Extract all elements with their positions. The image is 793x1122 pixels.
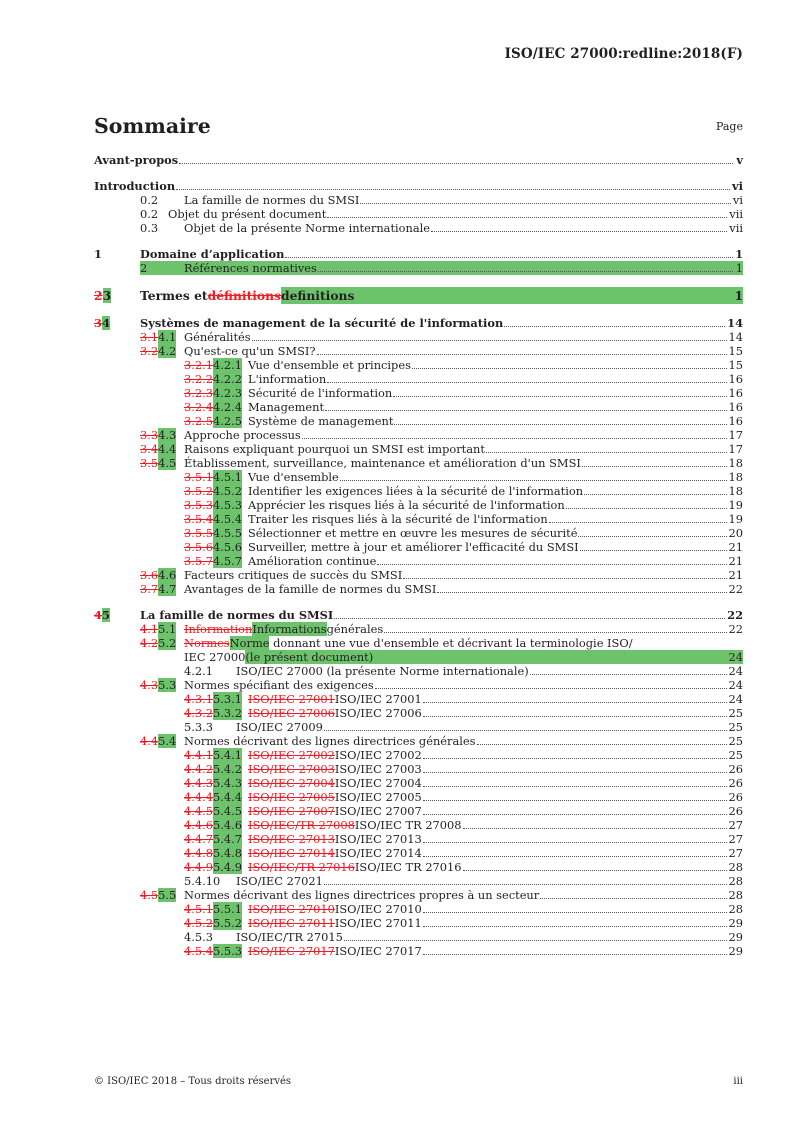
toc-entry-number: 0.3 <box>140 221 159 235</box>
toc-entry-number: 3.5.44.5.4 <box>184 512 242 526</box>
toc-entry-title: Facteurs critiques de succès du SMSI <box>184 568 403 582</box>
toc-page-number: 1 <box>734 288 743 303</box>
toc-page-number: 29 <box>728 930 743 944</box>
toc-row-5-4-8[interactable] <box>94 846 743 860</box>
toc-entry-number: 4.4.75.4.7 <box>184 832 242 846</box>
toc-entry-number: 0.2 <box>140 193 159 207</box>
toc-entry-number: 4.25.2 <box>140 636 177 650</box>
dot-leader <box>375 688 727 689</box>
toc-entry-number: 3.2.24.2.2 <box>184 372 242 386</box>
inserted-leader <box>373 650 728 664</box>
dot-leader <box>566 508 727 509</box>
toc-page-number: 29 <box>728 916 743 930</box>
toc-row-5-4-2[interactable] <box>94 762 743 776</box>
table-of-contents <box>94 153 743 958</box>
toc-row-4-2-4[interactable] <box>94 400 743 414</box>
dot-leader <box>504 326 725 327</box>
dot-leader <box>578 536 726 537</box>
toc-entry-title: L'information <box>248 372 327 386</box>
dot-leader <box>179 163 733 164</box>
toc-entry-number: 4.3.25.3.2 <box>184 706 242 720</box>
dot-leader <box>423 786 727 787</box>
toc-entry-title: donnant une vue d'ensemble et décrivant la terminologie ISO/ <box>269 636 633 650</box>
toc-row-4-2-3[interactable] <box>94 386 743 400</box>
deleted-text: ISO/IEC 27002 <box>248 748 335 762</box>
deleted-text: ISO/IEC 27014 <box>248 846 335 860</box>
toc-entry-title: Identifier les exigences liées à la sécurité de l'information <box>248 484 584 498</box>
toc-entry-number: 3.2.54.2.5 <box>184 414 242 428</box>
toc-entry-number: 3.5.74.5.7 <box>184 554 242 568</box>
toc-page-number: 28 <box>728 874 743 888</box>
toc-entry-number: 3.5.34.5.3 <box>184 498 242 512</box>
toc-page-number: 21 <box>728 540 743 554</box>
toc-entry-title: ISO/IEC 27004 <box>334 776 422 790</box>
toc-entry-title: Sécurité de l'information <box>248 386 393 400</box>
dot-leader <box>540 898 726 899</box>
toc-page-number: 26 <box>728 762 743 776</box>
dot-leader <box>463 870 727 871</box>
toc-page-number: v <box>736 153 743 167</box>
dot-leader <box>318 271 733 272</box>
toc-page-number: vi <box>732 179 743 193</box>
dot-leader <box>340 480 727 481</box>
dot-leader <box>423 716 727 717</box>
toc-entry-title: Amélioration continue <box>248 554 377 568</box>
document-standard-id: ISO/IEC 27000:redline:2018(F) <box>504 46 743 62</box>
toc-entry-number: 4.5.25.5.2 <box>184 916 242 930</box>
toc-entry-title: Sélectionner et mettre en œuvre les mesures de sécurité <box>248 526 578 540</box>
toc-entry-title: ISO/IEC 27003 <box>334 762 422 776</box>
toc-entry-title: ISO/IEC 27010 <box>334 902 422 916</box>
toc-row-5-1[interactable] <box>94 622 743 636</box>
toc-row-5-4[interactable] <box>94 734 743 748</box>
deleted-text: ISO/IEC 27011 <box>248 916 335 930</box>
toc-row-5-5-3[interactable] <box>94 944 743 958</box>
toc-row-4-1[interactable] <box>94 330 743 344</box>
dot-leader <box>412 368 727 369</box>
toc-page-number: 19 <box>728 512 743 526</box>
toc-entry-title: ISO/IEC TR 27016 <box>354 860 462 874</box>
toc-page-number: 22 <box>728 622 743 636</box>
toc-entry-number: 4.15.1 <box>140 622 177 636</box>
deleted-text: ISO/IEC/TR 27008 <box>248 818 355 832</box>
toc-entry-number: 4.55.5 <box>140 888 177 902</box>
toc-page-number: 18 <box>728 470 743 484</box>
toc-entry-number: 4.5.15.5.1 <box>184 902 242 916</box>
toc-entry-title: ISO/IEC 27000 (la présente Norme internationale) <box>236 664 529 678</box>
toc-entry-title: Raisons expliquant pourquoi un SMSI est important <box>184 442 485 456</box>
toc-entry-title: ISO/IEC 27017 <box>334 944 422 958</box>
toc-entry-number: 3.5.14.5.1 <box>184 470 242 484</box>
toc-row-4-6[interactable] <box>94 568 743 582</box>
toc-row-3-termes[interactable] <box>94 287 743 304</box>
toc-row-4-2-1-iso[interactable] <box>94 664 743 678</box>
toc-entry-number: 4.3.15.3.1 <box>184 692 242 706</box>
toc-entry-number: 3.64.6 <box>140 568 177 582</box>
toc-entry-title: La famille de normes du SMSI <box>184 193 360 207</box>
toc-page-number: 18 <box>728 484 743 498</box>
toc-entry-title-block <box>184 636 743 664</box>
inserted-text: Informations <box>252 622 327 636</box>
page-title: Sommaire <box>94 114 211 138</box>
toc-entry-number: 23 <box>94 288 112 303</box>
toc-page-number: 20 <box>728 526 743 540</box>
toc-row-5-3[interactable] <box>94 678 743 692</box>
inserted-text: (le présent document) <box>245 650 374 664</box>
dot-leader <box>302 438 727 439</box>
toc-entry-number: 3.2.34.2.3 <box>184 386 242 400</box>
toc-row-5-4-4[interactable] <box>94 790 743 804</box>
toc-row-5-3-3[interactable] <box>94 720 743 734</box>
toc-row-5-5-1[interactable] <box>94 902 743 916</box>
toc-row-5-3-1[interactable] <box>94 692 743 706</box>
toc-entry-number: 4.2.1 <box>184 664 213 678</box>
toc-entry-number: 3.54.5 <box>140 456 177 470</box>
toc-row-4-2[interactable] <box>94 344 743 358</box>
toc-page-number: 28 <box>728 860 743 874</box>
toc-entry-title: Domaine d’application <box>140 247 285 261</box>
toc-page-number: 16 <box>728 372 743 386</box>
dot-leader <box>580 550 727 551</box>
toc-entry-number: 3.44.4 <box>140 442 177 456</box>
toc-entry-title: ISO/IEC 27021 <box>236 874 323 888</box>
toc-entry-title: La famille de normes du SMSI <box>140 608 334 622</box>
dot-leader <box>423 912 727 913</box>
toc-entry-title: Vue d'ensemble <box>248 470 339 484</box>
toc-row-5-2[interactable] <box>94 636 743 664</box>
page-column-label: Page <box>715 120 743 133</box>
dot-leader <box>324 730 727 731</box>
toc-row-4-5-3[interactable] <box>94 498 743 512</box>
toc-row-4-7[interactable] <box>94 582 743 596</box>
toc-row-4-2-5[interactable] <box>94 414 743 428</box>
toc-entry-number: 4.35.3 <box>140 678 177 692</box>
dot-leader <box>403 578 726 579</box>
dot-leader <box>423 702 727 703</box>
dot-leader <box>431 231 727 232</box>
toc-row-5-3-2[interactable] <box>94 706 743 720</box>
toc-entry-number: 5.4.10 <box>184 874 221 888</box>
toc-page-number: 17 <box>728 442 743 456</box>
toc-entry-title: ISO/IEC 27009 <box>236 720 323 734</box>
toc-entry-title: Avant-propos <box>94 153 179 167</box>
toc-row-5-famille[interactable] <box>94 608 743 622</box>
dot-leader <box>393 396 726 397</box>
toc-entry-title: Normes décrivant des lignes directrices propres à un secteur <box>184 888 540 902</box>
toc-entry-title: Système de management <box>248 414 394 428</box>
dot-leader <box>530 674 727 675</box>
toc-entry-number: 3.5.64.5.6 <box>184 540 242 554</box>
toc-row-5-5-2[interactable] <box>94 916 743 930</box>
toc-entry-number: 1 <box>94 247 102 261</box>
toc-entry-number: 3.5.24.5.2 <box>184 484 242 498</box>
toc-page-number: 15 <box>728 358 743 372</box>
toc-row-4-2-1[interactable] <box>94 358 743 372</box>
toc-entry-title: Approche processus <box>184 428 301 442</box>
toc-row-4-2-2[interactable] <box>94 372 743 386</box>
inserted-text: definitions <box>281 288 355 303</box>
toc-entry-title: Généralités <box>184 330 251 344</box>
toc-entry-title: ISO/IEC 27007 <box>334 804 422 818</box>
toc-page-number: 1 <box>735 247 743 261</box>
toc-entry-title: Systèmes de management de la sécurité de l'information <box>140 316 504 330</box>
toc-entry-title: Objet du présent document <box>168 207 327 221</box>
dot-leader <box>327 217 727 218</box>
dot-leader <box>344 940 727 941</box>
toc-entry-title-line2: IEC 27000 <box>184 650 246 664</box>
toc-page-number: 21 <box>728 554 743 568</box>
toc-row-4-3[interactable] <box>94 428 743 442</box>
dot-leader <box>549 522 727 523</box>
toc-entry-title: ISO/IEC 27013 <box>334 832 422 846</box>
toc-page-number: 17 <box>728 428 743 442</box>
toc-page-number: 28 <box>728 888 743 902</box>
toc-page-number: 25 <box>728 748 743 762</box>
toc-entry-number: 2 <box>140 261 148 275</box>
dot-leader <box>423 954 727 955</box>
dot-leader <box>423 758 727 759</box>
toc-page-number: 29 <box>728 944 743 958</box>
toc-entry-number: 3.34.3 <box>140 428 177 442</box>
toc-row-0-2-famille[interactable] <box>94 193 743 207</box>
toc-page-number: 16 <box>728 414 743 428</box>
toc-row-5-5[interactable] <box>94 888 743 902</box>
dot-leader <box>423 856 727 857</box>
deleted-text: ISO/IEC/TR 27016 <box>248 860 355 874</box>
toc-page-number: 22 <box>728 582 743 596</box>
toc-page-number: 24 <box>728 650 743 664</box>
toc-row-1-domaine[interactable] <box>94 247 743 261</box>
toc-entry-number: 4.4.15.4.1 <box>184 748 242 762</box>
toc-page-number: 25 <box>728 734 743 748</box>
toc-page-number: 24 <box>728 678 743 692</box>
dot-leader <box>285 257 733 258</box>
dot-leader <box>463 828 727 829</box>
dot-leader <box>423 926 727 927</box>
toc-page-number: 25 <box>728 706 743 720</box>
toc-entry-number: 4.4.85.4.8 <box>184 846 242 860</box>
deleted-text: ISO/IEC 27017 <box>248 944 335 958</box>
toc-entry-number: 3.2.14.2.1 <box>184 358 242 372</box>
dot-leader <box>423 772 727 773</box>
toc-entry-title: Vue d'ensemble et principes <box>248 358 411 372</box>
toc-entry-title: ISO/IEC 27014 <box>334 846 422 860</box>
dot-leader <box>334 618 725 619</box>
dot-leader <box>384 632 726 633</box>
toc-page-number: 19 <box>728 498 743 512</box>
toc-row-4-5-3-tr[interactable] <box>94 930 743 944</box>
toc-entry-number: 4.4.25.4.2 <box>184 762 242 776</box>
toc-page-number: 25 <box>728 720 743 734</box>
deleted-text: ISO/IEC 27010 <box>248 902 335 916</box>
toc-page-number: 27 <box>728 846 743 860</box>
toc-entry-number: 4.5.45.5.3 <box>184 944 242 958</box>
dot-leader <box>486 452 727 453</box>
toc-page-number: 14 <box>728 330 743 344</box>
toc-row-5-4-3[interactable] <box>94 776 743 790</box>
toc-entry-number: 3.24.2 <box>140 344 177 358</box>
toc-entry-number: 4.4.95.4.9 <box>184 860 242 874</box>
toc-row-5-4-1[interactable] <box>94 748 743 762</box>
toc-page-number: 1 <box>735 261 743 275</box>
toc-entry-title: ISO/IEC 27011 <box>334 916 422 930</box>
dot-leader <box>582 466 727 467</box>
toc-entry-title: Références normatives <box>184 261 317 275</box>
deleted-text: définitions <box>207 288 281 303</box>
toc-row-0-2-objet[interactable] <box>94 207 743 221</box>
toc-row-introduction[interactable] <box>94 179 743 193</box>
toc-entry-title: Normes spécifiant des exigences <box>184 678 374 692</box>
toc-page-number: 15 <box>728 344 743 358</box>
toc-entry-title: Avantages de la famille de normes du SMSI <box>184 582 437 596</box>
toc-page-number: 21 <box>728 568 743 582</box>
toc-entry-title: ISO/IEC 27001 <box>334 692 422 706</box>
toc-page-number: 14 <box>727 316 743 330</box>
toc-page-number: vii <box>729 221 743 235</box>
dot-leader <box>317 354 727 355</box>
toc-page-number: 28 <box>728 902 743 916</box>
toc-row-4-5-7[interactable] <box>94 554 743 568</box>
toc-entry-title: Objet de la présente Norme internationale <box>184 221 431 235</box>
dot-leader <box>252 340 727 341</box>
dot-leader <box>360 203 731 204</box>
footer-page-number: iii <box>733 1076 743 1087</box>
toc-page-number: 26 <box>728 804 743 818</box>
dot-leader <box>176 189 730 190</box>
toc-page-number: vi <box>732 193 743 207</box>
toc-entry-number: 34 <box>94 316 110 330</box>
toc-entry-number: 3.2.44.2.4 <box>184 400 242 414</box>
toc-page-number: 16 <box>728 400 743 414</box>
toc-row-5-4-9[interactable] <box>94 860 743 874</box>
toc-entry-title: Surveiller, mettre à jour et améliorer l'efficacité du SMSI <box>248 540 579 554</box>
toc-entry-title: Termes et <box>140 288 208 303</box>
toc-row-4-4[interactable] <box>94 442 743 456</box>
toc-entry-number: 4.4.35.4.3 <box>184 776 242 790</box>
toc-page-number: 26 <box>728 776 743 790</box>
toc-row-5-4-6[interactable] <box>94 818 743 832</box>
toc-entry-title: générales <box>326 622 384 636</box>
dot-leader <box>584 494 726 495</box>
toc-row-5-4-7[interactable] <box>94 832 743 846</box>
toc-entry-number: 4.4.65.4.6 <box>184 818 242 832</box>
dot-leader <box>325 410 726 411</box>
toc-entry-title: Établissement, surveillance, maintenance et amélioration d'un SMSI <box>184 456 581 470</box>
toc-entry-title: ISO/IEC 27002 <box>334 748 422 762</box>
toc-row-avant-propos[interactable] <box>94 153 743 167</box>
toc-entry-title: Introduction <box>94 179 176 193</box>
toc-entry-number: 3.14.1 <box>140 330 177 344</box>
toc-entry-title: Traiter les risques liés à la sécurité de l'information <box>248 512 548 526</box>
deleted-text: ISO/IEC 27004 <box>248 776 335 790</box>
dot-leader <box>377 564 726 565</box>
toc-row-4-systemes[interactable] <box>94 316 743 330</box>
toc-entry-number: 5.3.3 <box>184 720 213 734</box>
toc-row-5-4-10[interactable] <box>94 874 743 888</box>
toc-page-number: 24 <box>728 692 743 706</box>
toc-entry-title: ISO/IEC 27005 <box>334 790 422 804</box>
toc-entry-title: ISO/IEC/TR 27015 <box>236 930 343 944</box>
deleted-text: ISO/IEC 27006 <box>248 706 335 720</box>
deleted-text: ISO/IEC 27007 <box>248 804 335 818</box>
dot-leader <box>423 842 727 843</box>
toc-entry-number: 4.4.55.4.5 <box>184 804 242 818</box>
toc-page-number: 22 <box>727 608 743 622</box>
deleted-text: ISO/IEC 27001 <box>248 692 335 706</box>
toc-row-4-5-1[interactable] <box>94 470 743 484</box>
toc-entry-number: 4.4.45.4.4 <box>184 790 242 804</box>
dot-leader <box>394 424 726 425</box>
toc-entry-title: Apprécier les risques liés à la sécurité de l'information <box>248 498 565 512</box>
deleted-text: Information <box>184 622 253 636</box>
dot-leader <box>423 800 727 801</box>
toc-page-number: vii <box>729 207 743 221</box>
deleted-text: ISO/IEC 27005 <box>248 790 335 804</box>
toc-page-number: 16 <box>728 386 743 400</box>
toc-page-number: 27 <box>728 832 743 846</box>
toc-page-number: 18 <box>728 456 743 470</box>
dot-leader <box>477 744 727 745</box>
dot-leader <box>324 884 727 885</box>
dot-leader <box>423 814 727 815</box>
footer-copyright: © ISO/IEC 2018 – Tous droits réservés <box>94 1076 292 1087</box>
toc-entry-number: 0.2 <box>140 207 159 221</box>
toc-entry-number: 4.45.4 <box>140 734 177 748</box>
toc-entry-number: 4.5.3 <box>184 930 213 944</box>
toc-entry-number: 45 <box>94 608 110 622</box>
toc-row-4-5-2[interactable] <box>94 484 743 498</box>
inserted-text: Norme <box>229 636 270 650</box>
dot-leader <box>437 592 726 593</box>
toc-row-5-4-5[interactable] <box>94 804 743 818</box>
inserted-leader <box>354 287 734 304</box>
toc-entry-title: ISO/IEC TR 27008 <box>354 818 462 832</box>
toc-row-0-3-objet[interactable] <box>94 221 743 235</box>
toc-row-4-5-6[interactable] <box>94 540 743 554</box>
deleted-text: Normes <box>184 636 230 650</box>
toc-page-number: 24 <box>728 664 743 678</box>
toc-page-number: 27 <box>728 818 743 832</box>
toc-row-4-5-5[interactable] <box>94 526 743 540</box>
toc-entry-title: Qu'est-ce qu'un SMSI? <box>184 344 316 358</box>
deleted-text: ISO/IEC 27013 <box>248 832 335 846</box>
toc-row-4-5-4[interactable] <box>94 512 743 526</box>
dot-leader <box>327 382 726 383</box>
toc-entry-number: 3.5.54.5.5 <box>184 526 242 540</box>
toc-entry-title: Management <box>248 400 325 414</box>
toc-page-number: 26 <box>728 790 743 804</box>
toc-row-2-references[interactable] <box>140 261 743 275</box>
deleted-text: ISO/IEC 27003 <box>248 762 335 776</box>
toc-entry-title: ISO/IEC 27006 <box>334 706 422 720</box>
toc-row-4-5[interactable] <box>94 456 743 470</box>
toc-entry-title: Normes décrivant des lignes directrices générales <box>184 734 476 748</box>
toc-entry-number: 3.74.7 <box>140 582 177 596</box>
